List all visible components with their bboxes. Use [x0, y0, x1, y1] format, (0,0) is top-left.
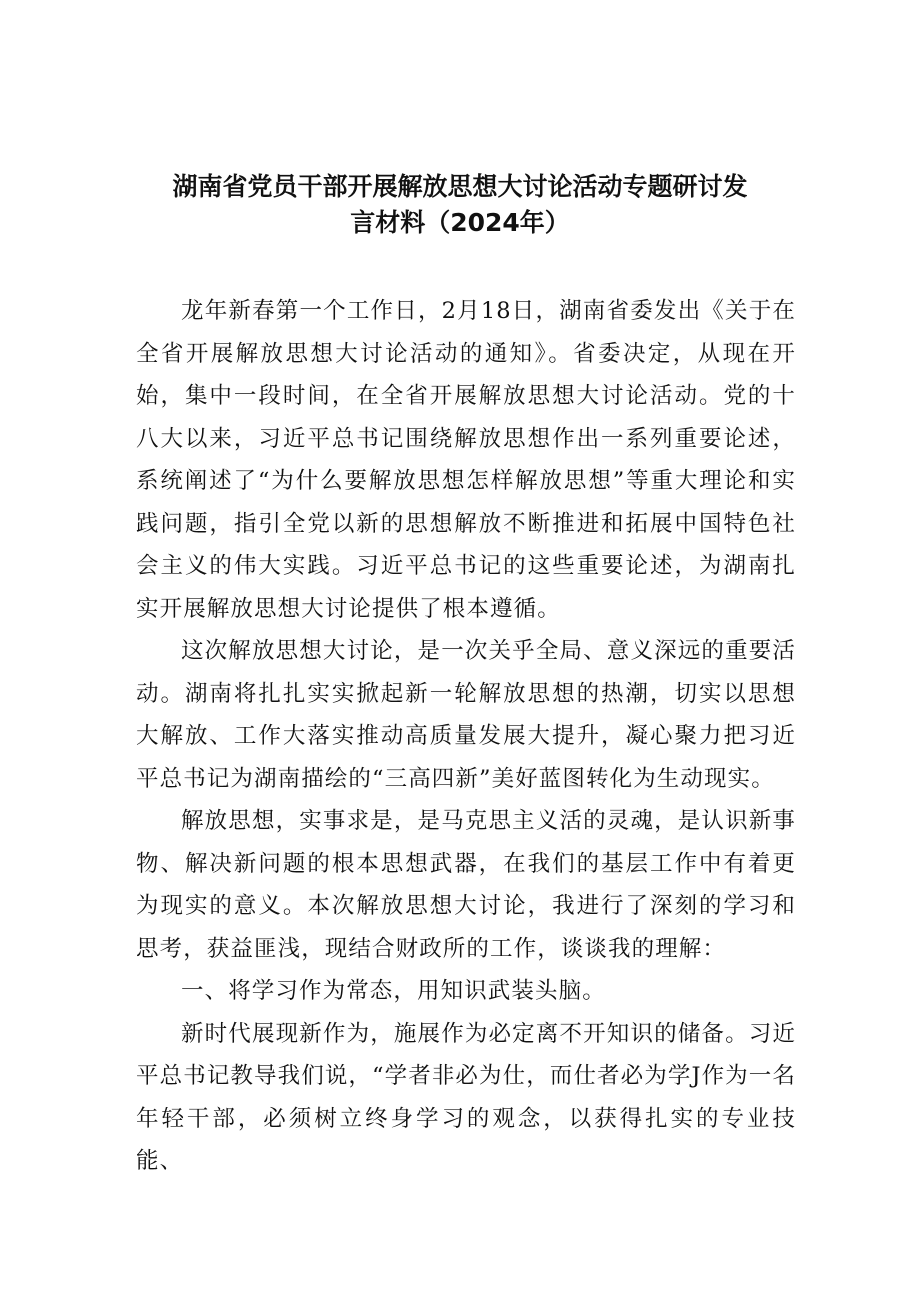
paragraph-learning: 新时代展现新作为，施展作为必定离不开知识的储备。习近平总书记教导我们说，“学者非必为仕，而仕者必为学J作为一名年轻干部，必须树立终身学习的观念，以获得扎实的专业技能、	[136, 1020, 796, 1174]
document-title-line-1: 湖南省党员干部开展解放思想大讨论活动专题研讨发	[172, 172, 748, 201]
section-heading-1: 一、将学习作为常态，用知识武装头脑。	[181, 978, 606, 1004]
paragraph-intro: 龙年新春第一个工作日，2月18日，湖南省委发出《关于在全省开展解放思想大讨论活动的通知》。省委决定，从现在开始，集中一段时间，在全省开展解放思想大讨论活动。党的十八大以来，习近平总书记围绕解放思想作出一系列重要论述，系统阐述了“为什么要解放思想怎样解放思想”等重大理论和实践问题，指引全党以新的思想解放不断推进和拓展中国特色社会主义的伟大实践。习近平总书记的这些重要论述，为湖南扎实开展解放思想大讨论提供了根本遵循。	[136, 298, 796, 622]
document-body	[136, 290, 796, 1183]
paragraph-reflection: 解放思想，实事求是，是马克思主义活的灵魂，是认识新事物、解决新问题的根本思想武器，在我们的基层工作中有着更为现实的意义。本次解放思想大讨论，我进行了深刻的学习和思考，获益匪浅，现结合财政所的工作，谈谈我的理解：	[136, 808, 796, 962]
document-title-line-2: 言材料（2024年）	[350, 208, 570, 237]
paragraph-significance: 这次解放思想大讨论，是一次关乎全局、意义深远的重要活动。湖南将扎扎实实掀起新一轮解放思想的热潮，切实以思想大解放、工作大落实推动高质量发展大提升，凝心聚力把习近平总书记为湖南描绘的“三高四新”美好蓝图转化为生动现实。	[136, 638, 796, 792]
